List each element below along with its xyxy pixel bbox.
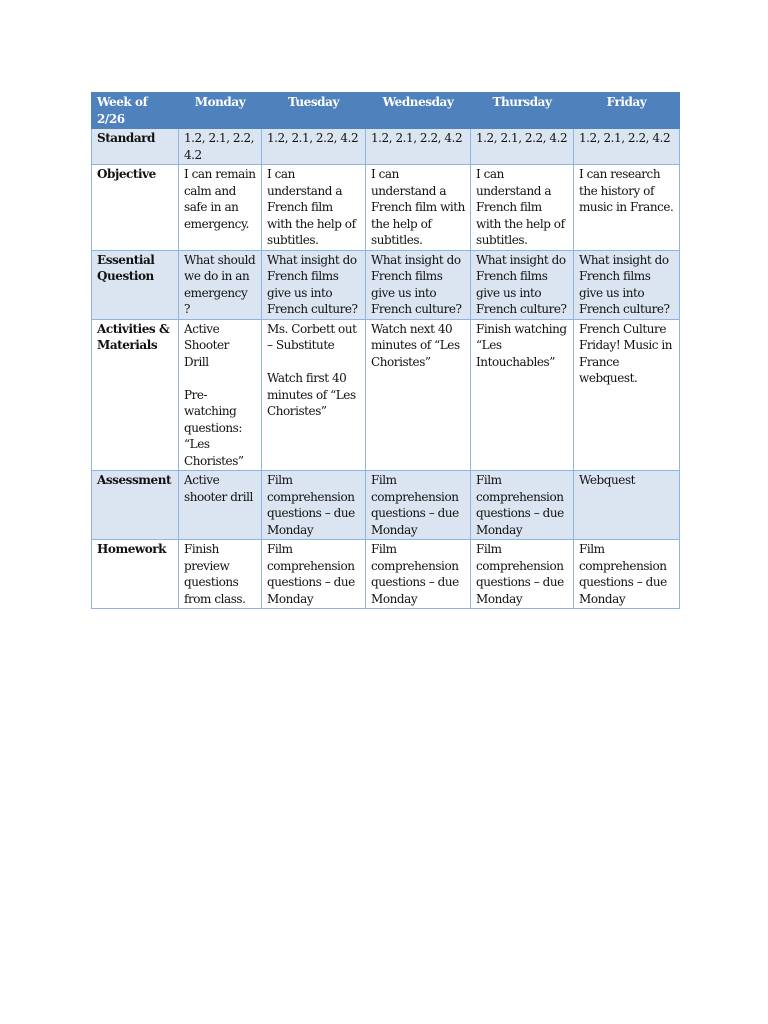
table-cell: Active Shooter Drill Pre-watching questions: “Les Choristes”	[179, 319, 262, 471]
table-cell: 1.2, 2.1, 2.2, 4.2	[262, 129, 366, 165]
table-row-objective	[92, 165, 680, 251]
header-day-friday: Friday	[574, 93, 680, 129]
table-cell: Ms. Corbett out – Substitute Watch first 40 minutes of “Les Choristes”	[262, 319, 366, 471]
table-row-essential-question	[92, 250, 680, 319]
table-cell: What insight do French films give us into French culture?	[262, 250, 366, 319]
table-cell: French Culture Friday! Music in France webquest.	[574, 319, 680, 471]
table-row-assessment	[92, 471, 680, 540]
table-cell: I can understand a French film with the help of subtitles.	[471, 165, 574, 251]
table-row-activities-materials	[92, 319, 680, 471]
row-label-activities-materials: Activities & Materials	[92, 319, 179, 471]
table-cell: Film comprehension questions – due Monday	[471, 471, 574, 540]
table-row-homework	[92, 540, 680, 609]
table-cell: Film comprehension questions – due Monday	[574, 540, 680, 609]
table-cell: I can understand a French film with the help of subtitles.	[262, 165, 366, 251]
table-cell: Film comprehension questions – due Monday	[366, 540, 471, 609]
table-row-standard	[92, 129, 680, 165]
weekly-lesson-plan-table	[91, 92, 680, 609]
row-label-objective: Objective	[92, 165, 179, 251]
table-cell: Film comprehension questions – due Monday	[262, 471, 366, 540]
table-cell: Finish watching “Les Intouchables”	[471, 319, 574, 471]
table-cell: Film comprehension questions – due Monday	[366, 471, 471, 540]
table-cell: I can research the history of music in France.	[574, 165, 680, 251]
row-label-essential-question: Essential Question	[92, 250, 179, 319]
row-label-homework: Homework	[92, 540, 179, 609]
table-cell: Film comprehension questions – due Monday	[262, 540, 366, 609]
table-cell: What insight do French films give us into French culture?	[366, 250, 471, 319]
table-cell: Watch next 40 minutes of “Les Choristes”	[366, 319, 471, 471]
table-cell: Webquest	[574, 471, 680, 540]
table-cell: 1.2, 2.1, 2.2, 4.2	[179, 129, 262, 165]
table-cell: 1.2, 2.1, 2.2, 4.2	[574, 129, 680, 165]
row-label-assessment: Assessment	[92, 471, 179, 540]
table-cell: 1.2, 2.1, 2.2, 4.2	[471, 129, 574, 165]
header-day-thursday: Thursday	[471, 93, 574, 129]
table-cell: I can remain calm and safe in an emergency.	[179, 165, 262, 251]
table-cell: What should we do in an emergency ?	[179, 250, 262, 319]
table-cell: Active shooter drill	[179, 471, 262, 540]
table-header-row	[92, 93, 680, 129]
table-cell: Film comprehension questions – due Monday	[471, 540, 574, 609]
table-cell: Finish preview questions from class.	[179, 540, 262, 609]
header-day-tuesday: Tuesday	[262, 93, 366, 129]
table-cell: I can understand a French film with the help of subtitles.	[366, 165, 471, 251]
header-day-wednesday: Wednesday	[366, 93, 471, 129]
row-label-standard: Standard	[92, 129, 179, 165]
table-cell: 1.2, 2.1, 2.2, 4.2	[366, 129, 471, 165]
table-cell: What insight do French films give us into French culture?	[574, 250, 680, 319]
header-day-monday: Monday	[179, 93, 262, 129]
table-cell: What insight do French films give us into French culture?	[471, 250, 574, 319]
header-week-cell: Week of 2/26	[92, 93, 179, 129]
